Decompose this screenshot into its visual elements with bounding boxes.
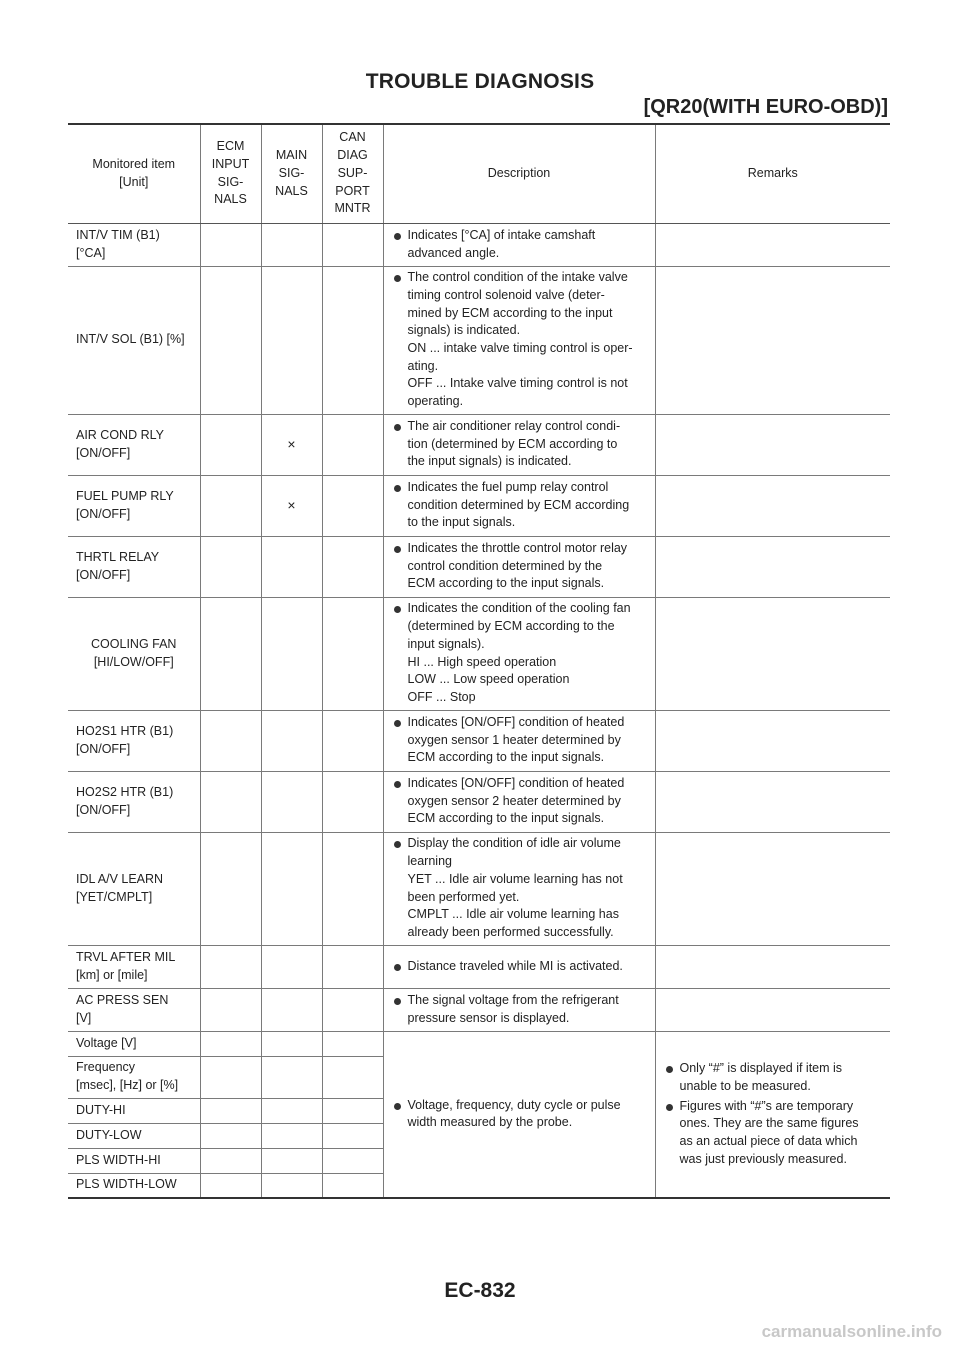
bullet-point: [392, 958, 647, 976]
description-text: the input signals) is indicated.: [407, 454, 572, 469]
description-text: The signal voltage from the refrigerant: [407, 992, 619, 1007]
monitored-item-cell: [68, 597, 200, 710]
bullet-point: [392, 992, 647, 1027]
bullet-point: [392, 600, 647, 706]
description-cell: [383, 536, 655, 597]
description-cell: [383, 771, 655, 832]
ecm-input-signals-cell: [200, 475, 261, 536]
monitored-item-cell: [68, 414, 200, 475]
bullet-point: [392, 540, 647, 593]
bullet-point: [392, 227, 647, 262]
monitored-item-text: DUTY-HI: [76, 1102, 126, 1117]
description-text: already been performed successfully.: [407, 924, 614, 939]
bullet-point: [664, 1060, 883, 1095]
main-signals-cell: [261, 266, 322, 414]
can-diag-support-cell: [322, 1123, 383, 1148]
col-header-description: Description: [383, 125, 655, 223]
bullet-point: [392, 269, 647, 411]
main-signals-cell: [261, 1031, 322, 1056]
monitored-item-text: HO2S2 HTR (B1): [76, 784, 174, 799]
can-diag-support-cell: [322, 1173, 383, 1198]
description-text: timing control solenoid valve (deter-: [407, 287, 605, 302]
main-signal-mark: ×: [287, 435, 296, 452]
description-text: tion (determined by ECM according to: [407, 436, 618, 451]
description-cell: [383, 223, 655, 266]
remarks-cell: [655, 223, 890, 266]
monitored-item-cell: [68, 1148, 200, 1173]
remark-text: unable to be measured.: [679, 1078, 811, 1093]
can-diag-support-cell: [322, 771, 383, 832]
main-signals-cell: [261, 414, 322, 475]
bullet-dot-icon: [394, 1103, 401, 1110]
can-diag-support-cell: [322, 223, 383, 266]
main-signals-cell: [261, 1173, 322, 1198]
can-diag-support-cell: [322, 832, 383, 945]
monitored-item-text: [ON/OFF]: [76, 802, 131, 817]
table-row: [68, 536, 890, 597]
bullet-point: [664, 1098, 883, 1169]
monitored-item-text: Frequency: [76, 1060, 136, 1075]
table-row: [68, 266, 890, 414]
bullet-dot-icon: [394, 485, 401, 492]
main-signals-cell: [261, 771, 322, 832]
remarks-cell: [655, 536, 890, 597]
description-text: input signals).: [407, 636, 485, 651]
bullet-point: [392, 1097, 647, 1132]
remark-text: Figures with “#”s are temporary: [679, 1098, 854, 1113]
monitored-item-text: [ON/OFF]: [76, 506, 131, 521]
watermark: carmanualsonline.info: [761, 1322, 942, 1341]
engine-subtitle: [QR20(WITH EURO-OBD)]: [643, 96, 888, 118]
ecm-input-signals-cell: [200, 536, 261, 597]
description-text: control condition determined by the: [407, 558, 603, 573]
description-cell: [383, 266, 655, 414]
monitored-item-text: [km] or [mile]: [76, 967, 148, 982]
bullet-point: [392, 775, 647, 828]
description-text: pressure sensor is displayed.: [407, 1010, 570, 1025]
main-signals-cell: [261, 1098, 322, 1123]
description-text: mined by ECM according to the input: [407, 305, 613, 320]
monitored-item-text: DUTY-LOW: [76, 1127, 142, 1142]
monitored-item-text: THRTL RELAY: [76, 549, 160, 564]
remarks-cell: [655, 266, 890, 414]
description-text: width measured by the probe.: [407, 1115, 573, 1130]
monitored-item-text: PLS WIDTH-HI: [76, 1152, 161, 1167]
ecm-input-signals-cell: [200, 414, 261, 475]
main-signals-cell: [261, 945, 322, 988]
description-text: OFF ... Stop: [407, 689, 476, 704]
description-text: Distance traveled while MI is activated.: [407, 958, 623, 973]
description-text: Indicates [ON/OFF] condition of heated: [407, 714, 625, 729]
main-signals-cell: [261, 1056, 322, 1098]
monitored-item-text: [ON/OFF]: [76, 741, 131, 756]
monitored-item-text: [ON/OFF]: [76, 445, 131, 460]
ecm-input-signals-cell: [200, 1173, 261, 1198]
can-diag-support-cell: [322, 945, 383, 988]
ecm-input-signals-cell: [200, 771, 261, 832]
description-text: advanced angle.: [407, 245, 500, 260]
can-diag-support-cell: [322, 1031, 383, 1056]
monitored-item-text: INT/V SOL (B1) [%]: [76, 332, 185, 347]
page-number: EC-832: [444, 1279, 516, 1302]
table-row: [68, 223, 890, 266]
monitored-item-cell: [68, 988, 200, 1031]
table-row: [68, 832, 890, 945]
bullet-dot-icon: [666, 1104, 673, 1111]
remarks-cell: [655, 414, 890, 475]
table-row: [68, 945, 890, 988]
col-header-monitored-item: Monitored item [Unit]: [68, 125, 200, 223]
description-text: Display the condition of idle air volume: [407, 836, 621, 851]
monitored-item-cell: [68, 771, 200, 832]
description-text: signals) is indicated.: [407, 323, 521, 338]
monitored-item-text: [HI/LOW/OFF]: [93, 654, 174, 669]
ecm-input-signals-cell: [200, 1098, 261, 1123]
can-diag-support-cell: [322, 988, 383, 1031]
table-row: [68, 475, 890, 536]
bullet-dot-icon: [394, 998, 401, 1005]
monitored-item-cell: [68, 832, 200, 945]
description-text: to the input signals.: [407, 515, 516, 530]
ecm-input-signals-cell: [200, 266, 261, 414]
main-signals-cell: [261, 597, 322, 710]
ecm-input-signals-cell: [200, 832, 261, 945]
description-text: OFF ... Intake valve timing control is not: [407, 376, 628, 391]
monitored-item-cell: [68, 266, 200, 414]
monitored-item-text: [ON/OFF]: [76, 567, 131, 582]
description-text: ECM according to the input signals.: [407, 576, 605, 591]
col-header-can-diag-support-mntr: CAN DIAG SUP- PORT MNTR: [322, 125, 383, 223]
bullet-dot-icon: [394, 546, 401, 553]
remarks-cell: [655, 1031, 890, 1198]
description-text: oxygen sensor 1 heater determined by: [407, 732, 621, 747]
main-signals-cell: [261, 832, 322, 945]
monitored-item-text: FUEL PUMP RLY: [76, 488, 174, 503]
bullet-dot-icon: [394, 606, 401, 613]
can-diag-support-cell: [322, 536, 383, 597]
bullet-dot-icon: [394, 275, 401, 282]
monitored-item-text: AIR COND RLY: [76, 427, 164, 442]
ecm-input-signals-cell: [200, 710, 261, 771]
table-row: [68, 710, 890, 771]
monitored-item-cell: [68, 536, 200, 597]
ecm-input-signals-cell: [200, 945, 261, 988]
monitored-item-cell: [68, 1098, 200, 1123]
bullet-point: [392, 479, 647, 532]
description-text: Indicates [ON/OFF] condition of heated: [407, 775, 625, 790]
description-cell: [383, 1031, 655, 1198]
description-cell: [383, 945, 655, 988]
description-text: CMPLT ... Idle air volume learning has: [407, 907, 619, 922]
main-signals-cell: [261, 536, 322, 597]
description-text: oxygen sensor 2 heater determined by: [407, 793, 621, 808]
bullet-dot-icon: [394, 964, 401, 971]
main-signals-cell: [261, 223, 322, 266]
page-title: TROUBLE DIAGNOSIS: [365, 70, 595, 93]
ecm-input-signals-cell: [200, 1123, 261, 1148]
description-text: been performed yet.: [407, 889, 520, 904]
monitored-items-table: [68, 125, 890, 1199]
can-diag-support-cell: [322, 597, 383, 710]
monitored-item-text: TRVL AFTER MIL: [76, 949, 176, 964]
monitored-item-cell: [68, 710, 200, 771]
description-cell: [383, 832, 655, 945]
description-cell: [383, 710, 655, 771]
ecm-input-signals-cell: [200, 223, 261, 266]
remarks-cell: [655, 771, 890, 832]
monitored-item-text: AC PRESS SEN: [76, 992, 169, 1007]
bullet-point: [392, 835, 647, 941]
remark-text: Only “#” is displayed if item is: [679, 1061, 843, 1076]
ecm-input-signals-cell: [200, 988, 261, 1031]
col-header-main-signals: MAIN SIG- NALS: [261, 125, 322, 223]
description-cell: [383, 988, 655, 1031]
can-diag-support-cell: [322, 1148, 383, 1173]
monitored-item-cell: [68, 1123, 200, 1148]
remarks-cell: [655, 832, 890, 945]
bullet-dot-icon: [394, 233, 401, 240]
monitored-item-cell: [68, 1056, 200, 1098]
bullet-dot-icon: [666, 1066, 673, 1073]
description-text: ating.: [407, 358, 439, 373]
monitored-item-text: INT/V TIM (B1): [76, 227, 160, 242]
description-text: Indicates [°CA] of intake camshaft: [407, 227, 596, 242]
monitored-item-cell: [68, 945, 200, 988]
table-row: [68, 771, 890, 832]
main-signals-cell: [261, 1123, 322, 1148]
monitored-item-text: COOLING FAN: [91, 636, 177, 651]
remarks-cell: [655, 988, 890, 1031]
bullet-point: [392, 418, 647, 471]
monitored-item-text: [YET/CMPLT]: [76, 889, 153, 904]
monitored-item-cell: [68, 1173, 200, 1198]
can-diag-support-cell: [322, 710, 383, 771]
main-signals-cell: [261, 988, 322, 1031]
remark-text: was just previously measured.: [679, 1151, 847, 1166]
bullet-dot-icon: [394, 781, 401, 788]
monitored-item-cell: [68, 223, 200, 266]
description-cell: [383, 475, 655, 536]
monitored-item-cell: [68, 1031, 200, 1056]
remark-text: as an actual piece of data which: [679, 1133, 858, 1148]
description-text: LOW ... Low speed operation: [407, 672, 570, 687]
description-text: ON ... intake valve timing control is oper-: [407, 341, 633, 355]
can-diag-support-cell: [322, 266, 383, 414]
description-cell: [383, 597, 655, 710]
description-text: ECM according to the input signals.: [407, 811, 605, 826]
main-signal-mark: ×: [287, 496, 296, 513]
description-text: ECM according to the input signals.: [407, 750, 605, 765]
monitored-item-text: IDL A/V LEARN: [76, 871, 164, 886]
monitored-item-text: HO2S1 HTR (B1): [76, 723, 174, 738]
col-header-remarks: Remarks: [655, 125, 890, 223]
bullet-point: [392, 714, 647, 767]
bullet-dot-icon: [394, 841, 401, 848]
ecm-input-signals-cell: [200, 1031, 261, 1056]
monitored-item-text: [msec], [Hz] or [%]: [76, 1078, 179, 1092]
table-header-row: [68, 125, 890, 223]
col-header-ecm-input-signals: ECM INPUT SIG- NALS: [200, 125, 261, 223]
remarks-cell: [655, 945, 890, 988]
description-text: operating.: [407, 394, 464, 409]
description-text: (determined by ECM according to the: [407, 619, 615, 634]
main-signals-cell: [261, 475, 322, 536]
description-text: The air conditioner relay control condi-: [407, 418, 621, 433]
ecm-input-signals-cell: [200, 1148, 261, 1173]
description-text: condition determined by ECM according: [407, 497, 630, 512]
monitored-item-text: PLS WIDTH-LOW: [76, 1177, 177, 1192]
can-diag-support-cell: [322, 475, 383, 536]
remarks-cell: [655, 475, 890, 536]
table-row: [68, 414, 890, 475]
remark-text: ones. They are the same figures: [679, 1116, 859, 1131]
description-text: YET ... Idle air volume learning has not: [407, 871, 623, 886]
table-row: [68, 597, 890, 710]
can-diag-support-cell: [322, 414, 383, 475]
description-text: Indicates the fuel pump relay control: [407, 479, 609, 494]
bullet-dot-icon: [394, 720, 401, 727]
description-text: HI ... High speed operation: [407, 654, 557, 669]
monitored-item-text: Voltage [V]: [76, 1035, 137, 1050]
remarks-cell: [655, 597, 890, 710]
description-text: The control condition of the intake valve: [407, 270, 628, 285]
remarks-cell: [655, 710, 890, 771]
table-row: [68, 1031, 890, 1056]
monitored-item-cell: [68, 475, 200, 536]
bullet-dot-icon: [394, 424, 401, 431]
ecm-input-signals-cell: [200, 1056, 261, 1098]
description-text: Indicates the condition of the cooling fan: [407, 601, 631, 616]
monitored-item-text: [V]: [76, 1010, 92, 1025]
main-signals-cell: [261, 1148, 322, 1173]
description-text: Indicates the throttle control motor relay: [407, 540, 628, 555]
monitored-item-text: [°CA]: [76, 245, 106, 260]
table-row: [68, 988, 890, 1031]
ecm-input-signals-cell: [200, 597, 261, 710]
description-text: Voltage, frequency, duty cycle or pulse: [407, 1097, 621, 1112]
description-text: learning: [407, 854, 452, 869]
can-diag-support-cell: [322, 1098, 383, 1123]
can-diag-support-cell: [322, 1056, 383, 1098]
main-signals-cell: [261, 710, 322, 771]
description-cell: [383, 414, 655, 475]
